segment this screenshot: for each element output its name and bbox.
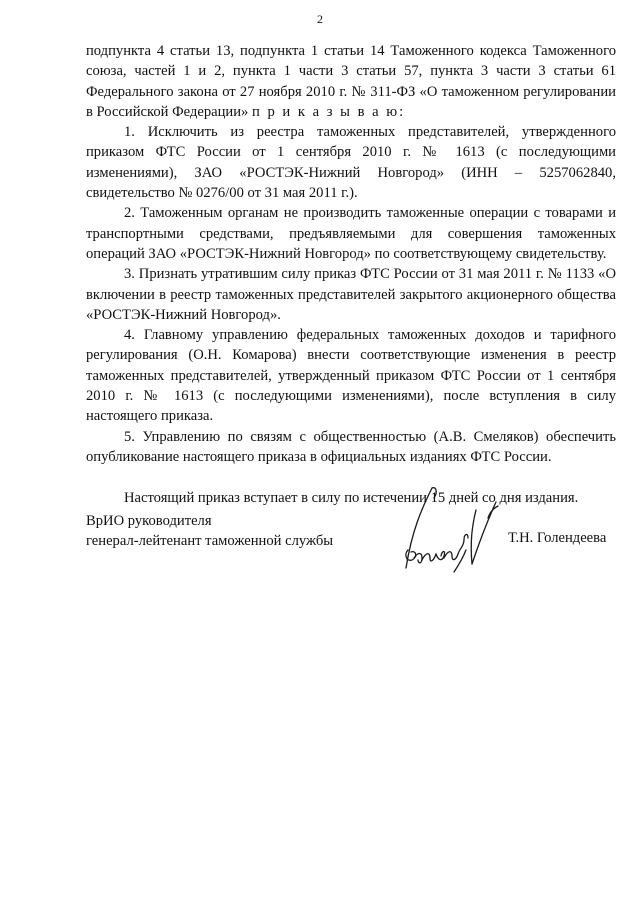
signer-name: Т.Н. Голендеева — [508, 530, 607, 546]
intro-text: подпункта 4 статьи 13, подпункта 1 статьи 14 Таможенного кодекса Таможенного союза, частей 1 и 2, пункта 1 части 3 статьи 57, пункта 3 части 3 статьи 61 Федерального закона от 27 ноября 2010 г. № 311-ФЗ «О таможенном регулировании в Российской Федерации» — [86, 43, 616, 120]
signatory-position — [86, 511, 333, 551]
order-item-5: 5. Управлению по связям с общественностью (А.В. Смеляков) обеспечить опубликование настоящего приказа в официальных изданиях ФТС России. — [86, 428, 616, 465]
order-word: п р и к а з ы в а ю: — [251, 103, 406, 120]
page-number: 2 — [317, 12, 323, 26]
order-item-4: 4. Главному управлению федеральных таможенных доходов и тарифного регулирования (О.Н. Комарова) внести соответствующие изменения в реестр таможенных представителей, утвержденный приказом ФТС России от 1 сентября 2010 г. № 1613 (с последующими изменениями), после вступления в силу настоящего приказа. — [86, 327, 616, 425]
order-body — [86, 41, 616, 509]
position-line-2: генерал-лейтенант таможенной службы — [86, 533, 334, 549]
order-item-2: 2. Таможенным органам не производить таможенные операции с товарами и транспортными средствами, предъявляемыми для совершения таможенных операций ЗАО «РОСТЭК-Нижний Новгород» по соответствующему свидетельству. — [86, 205, 616, 262]
handwritten-signature-icon — [392, 480, 510, 578]
position-line-1: ВрИО руководителя — [86, 513, 212, 529]
order-item-3: 3. Признать утратившим силу приказ ФТС России от 31 мая 2011 г. № 1133 «О включении в реестр таможенных представителей закрытого акционерного общества «РОСТЭК-Нижний Новгород». — [86, 266, 616, 323]
effective-clause: Настоящий приказ вступает в силу по истечении 15 дней со дня издания. — [124, 490, 579, 507]
order-item-1: 1. Исключить из реестра таможенных представителей, утвержденного приказом ФТС России от 1 сентября 2010 г. № 1613 (с последующими изменениями), ЗАО «РОСТЭК-Нижний Новгород» (ИНН – 5257062840, свидетельство № 0276/00 от 31 мая 2011 г.). — [86, 124, 616, 202]
intro-paragraph — [86, 41, 616, 122]
